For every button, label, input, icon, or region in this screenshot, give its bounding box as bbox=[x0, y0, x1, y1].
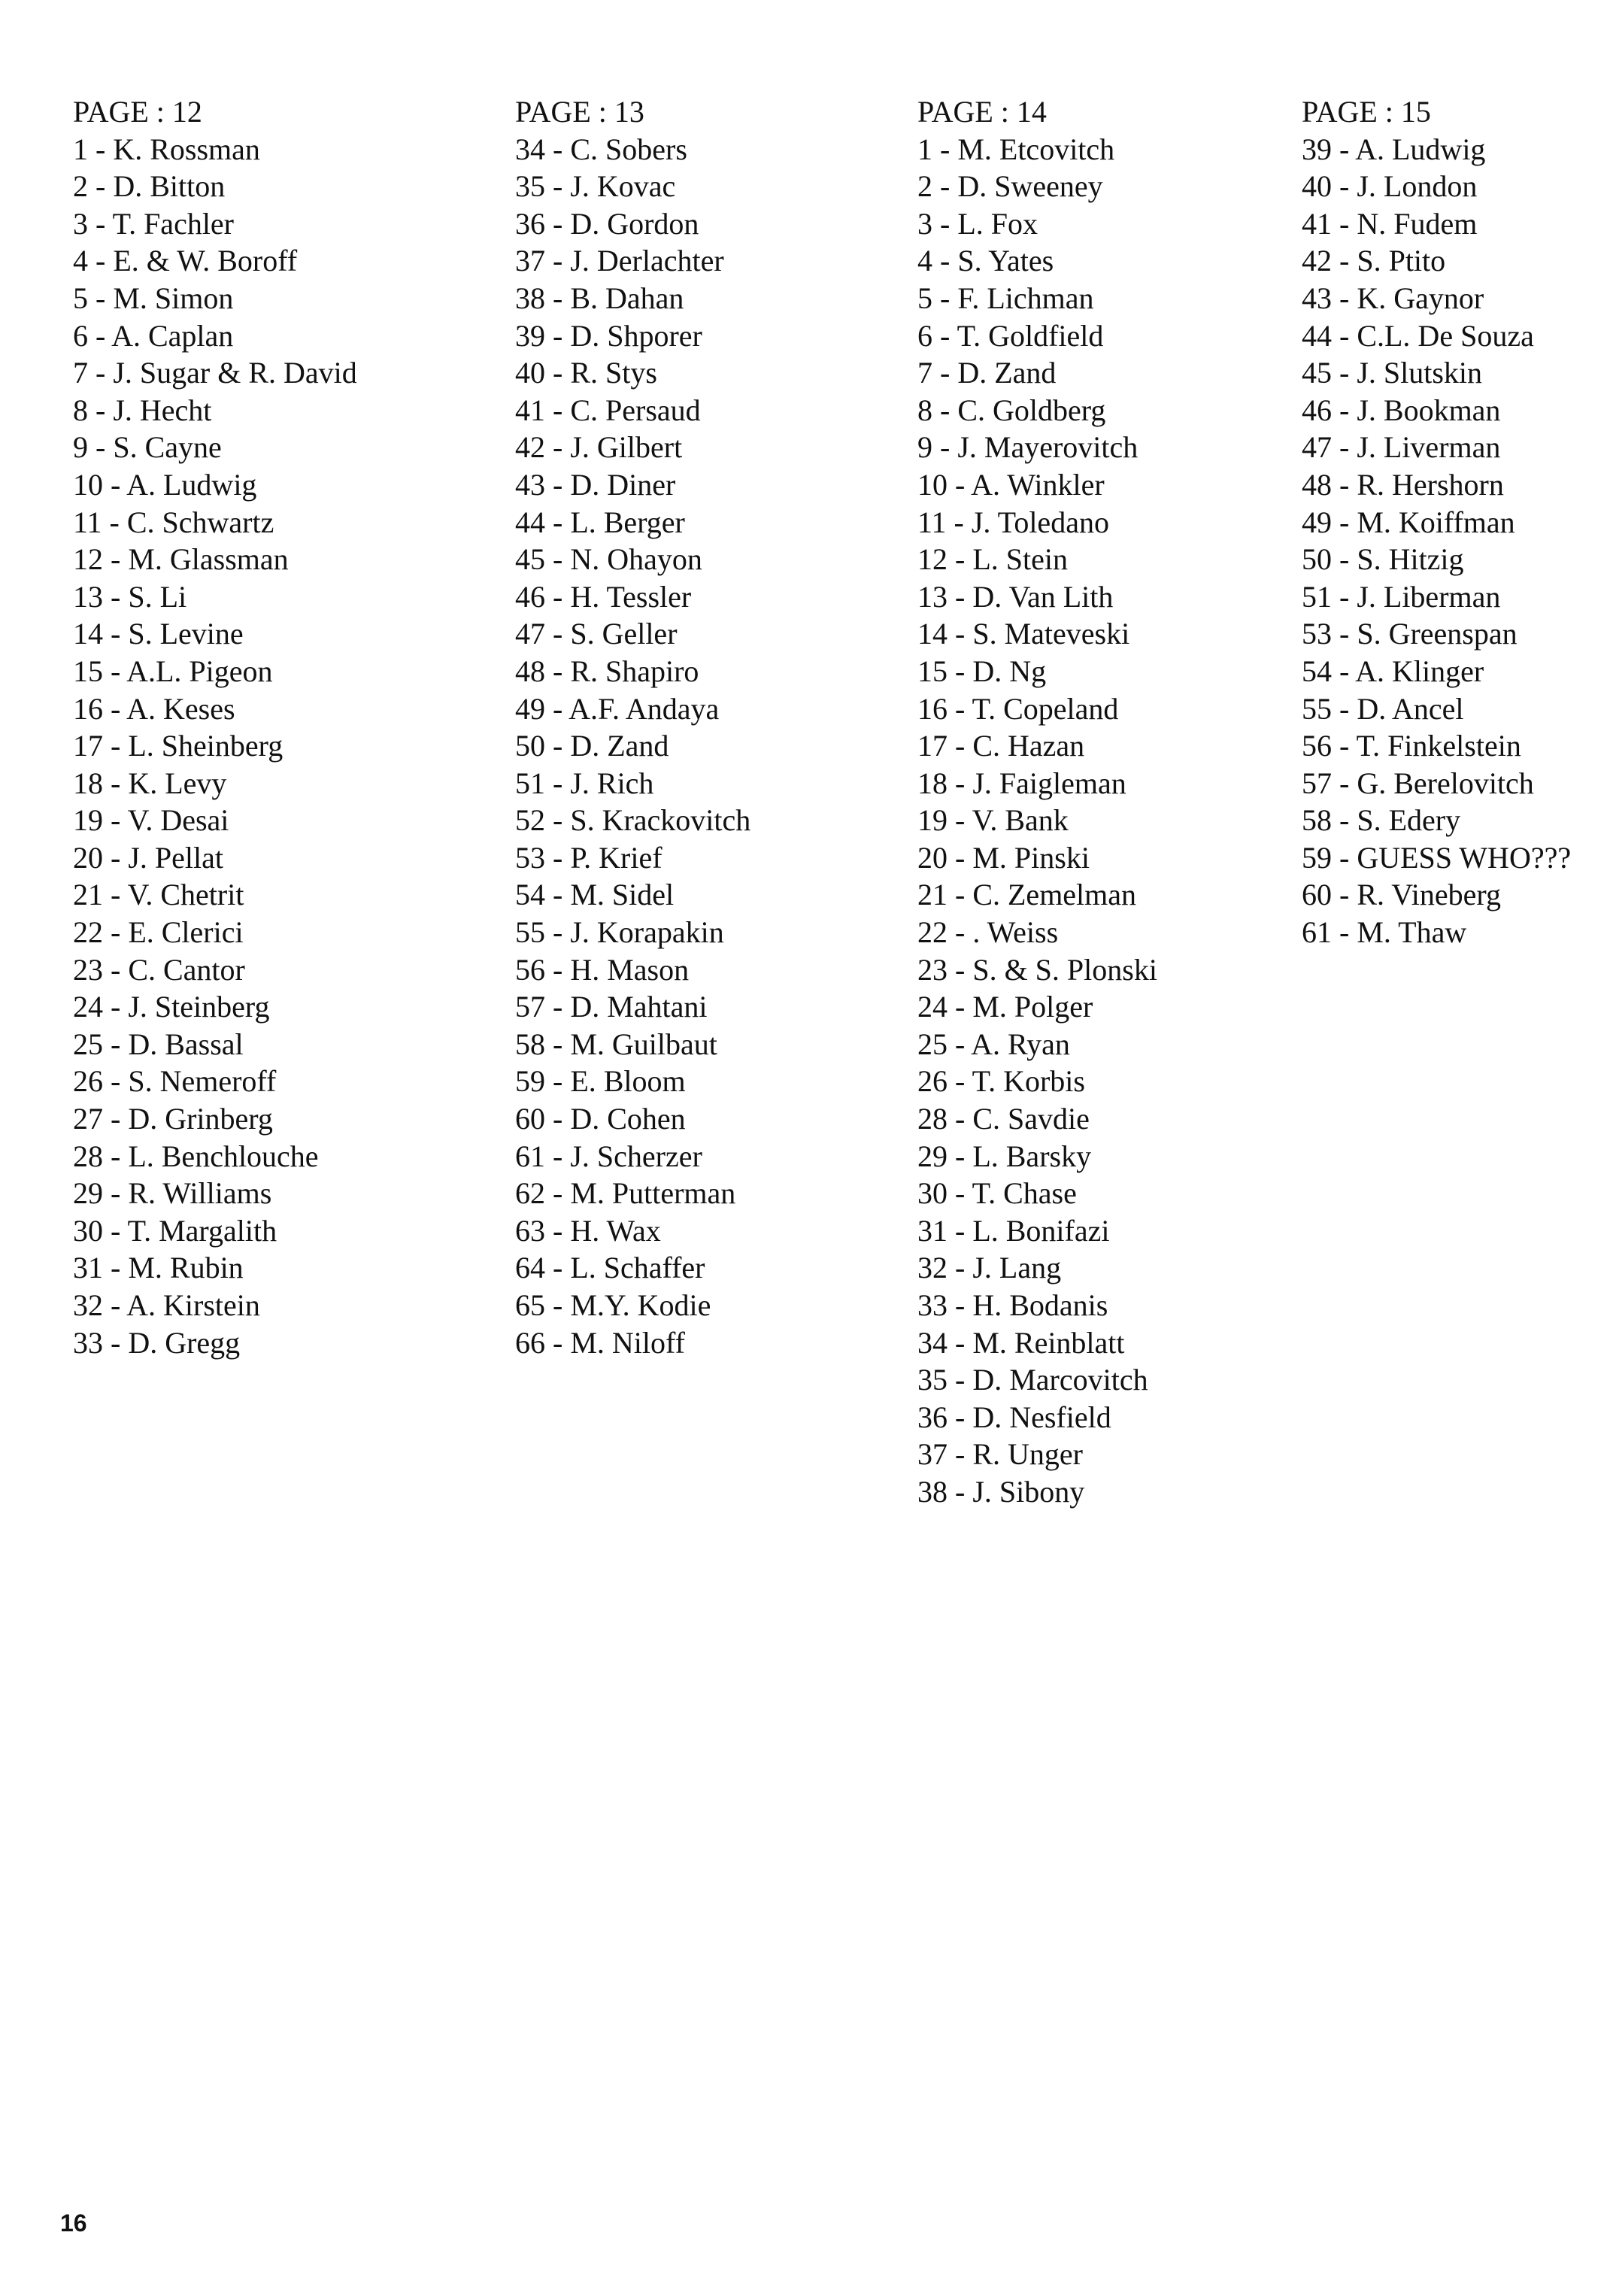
list-item: 61 - M. Thaw bbox=[1302, 915, 1467, 950]
list-item: 49 - A.F. Andaya bbox=[515, 691, 720, 726]
list-item: 35 - J. Kovac bbox=[515, 169, 676, 204]
list-item: 17 - C. Hazan bbox=[917, 729, 1085, 763]
list-item: 43 - K. Gaynor bbox=[1302, 281, 1484, 315]
list-item: 28 - C. Savdie bbox=[917, 1102, 1090, 1136]
list-item: 7 - J. Sugar & R. David bbox=[73, 356, 357, 390]
page-heading: PAGE : 15 bbox=[1302, 95, 1431, 129]
list-item: 48 - R. Hershorn bbox=[1302, 467, 1504, 502]
list-item: 5 - F. Lichman bbox=[917, 281, 1094, 315]
list-item: 40 - R. Stys bbox=[515, 356, 657, 390]
list-item: 60 - R. Vineberg bbox=[1302, 878, 1501, 912]
list-item: 19 - V. Desai bbox=[73, 803, 229, 838]
list-item: 18 - K. Levy bbox=[73, 766, 227, 800]
list-item: 11 - C. Schwartz bbox=[73, 505, 274, 539]
list-item: 49 - M. Koiffman bbox=[1302, 505, 1515, 539]
list-item: 40 - J. London bbox=[1302, 169, 1478, 204]
list-item: 59 - E. Bloom bbox=[515, 1064, 686, 1099]
list-item: 57 - G. Berelovitch bbox=[1302, 766, 1534, 800]
list-item: 32 - A. Kirstein bbox=[73, 1288, 260, 1322]
list-item: 6 - A. Caplan bbox=[73, 318, 234, 353]
list-item: 46 - J. Bookman bbox=[1302, 393, 1501, 427]
page-heading: PAGE : 13 bbox=[515, 95, 644, 129]
list-item: 27 - D. Grinberg bbox=[73, 1102, 273, 1136]
list-item: 38 - B. Dahan bbox=[515, 281, 684, 315]
list-item: 55 - J. Korapakin bbox=[515, 915, 724, 950]
photo-index-column-page-13 bbox=[515, 93, 750, 1361]
list-item: 57 - D. Mahtani bbox=[515, 990, 708, 1024]
list-item: 16 - A. Keses bbox=[73, 691, 235, 726]
list-item: 54 - M. Sidel bbox=[515, 878, 675, 912]
list-item: 58 - M. Guilbaut bbox=[515, 1027, 717, 1061]
list-item: 24 - J. Steinberg bbox=[73, 990, 270, 1024]
list-item: 8 - C. Goldberg bbox=[917, 393, 1106, 427]
list-item: 22 - . Weiss bbox=[917, 915, 1059, 950]
list-item: 3 - L. Fox bbox=[917, 206, 1038, 241]
list-item: 32 - J. Lang bbox=[917, 1251, 1062, 1285]
list-item: 12 - L. Stein bbox=[917, 542, 1068, 577]
page-number: 16 bbox=[60, 2210, 87, 2237]
list-item: 15 - A.L. Pigeon bbox=[73, 654, 273, 688]
list-item: 19 - V. Bank bbox=[917, 803, 1069, 838]
list-item: 55 - D. Ancel bbox=[1302, 691, 1464, 726]
list-item: 21 - V. Chetrit bbox=[73, 878, 244, 912]
list-item: 44 - C.L. De Souza bbox=[1302, 318, 1534, 353]
list-item: 30 - T. Margalith bbox=[73, 1213, 277, 1248]
list-item: 10 - A. Ludwig bbox=[73, 467, 257, 502]
list-item: 34 - C. Sobers bbox=[515, 132, 687, 166]
list-item: 15 - D. Ng bbox=[917, 654, 1047, 688]
list-item: 8 - J. Hecht bbox=[73, 393, 212, 427]
list-item: 36 - D. Nesfield bbox=[917, 1400, 1111, 1434]
list-item: 45 - N. Ohayon bbox=[515, 542, 702, 577]
list-item: 65 - M.Y. Kodie bbox=[515, 1288, 711, 1322]
list-item: 29 - L. Barsky bbox=[917, 1139, 1092, 1173]
list-item: 51 - J. Rich bbox=[515, 766, 654, 800]
photo-index-column-page-12 bbox=[73, 93, 357, 1361]
list-item: 25 - A. Ryan bbox=[917, 1027, 1070, 1061]
list-item: 4 - E. & W. Boroff bbox=[73, 244, 298, 278]
list-item: 11 - J. Toledano bbox=[917, 505, 1109, 539]
list-item: 31 - L. Bonifazi bbox=[917, 1213, 1110, 1248]
list-item: 54 - A. Klinger bbox=[1302, 654, 1484, 688]
list-item: 62 - M. Putterman bbox=[515, 1176, 736, 1211]
entry-list bbox=[73, 131, 357, 1362]
list-item: 21 - C. Zemelman bbox=[917, 878, 1137, 912]
list-item: 42 - S. Ptito bbox=[1302, 244, 1446, 278]
list-item: 26 - T. Korbis bbox=[917, 1064, 1085, 1099]
entry-list bbox=[917, 131, 1157, 1511]
list-item: 14 - S. Levine bbox=[73, 617, 244, 651]
list-item: 48 - R. Shapiro bbox=[515, 654, 699, 688]
list-item: 14 - S. Mateveski bbox=[917, 617, 1130, 651]
list-item: 22 - E. Clerici bbox=[73, 915, 244, 950]
photo-index-column-page-14 bbox=[917, 93, 1157, 1511]
list-item: 2 - D. Sweeney bbox=[917, 169, 1103, 204]
list-item: 66 - M. Niloff bbox=[515, 1325, 685, 1360]
list-item: 2 - D. Bitton bbox=[73, 169, 226, 204]
list-item: 39 - D. Shporer bbox=[515, 318, 702, 353]
list-item: 63 - H. Wax bbox=[515, 1213, 661, 1248]
list-item: 47 - J. Liverman bbox=[1302, 430, 1501, 465]
list-item: 36 - D. Gordon bbox=[515, 206, 699, 241]
list-item: 25 - D. Bassal bbox=[73, 1027, 244, 1061]
list-item: 12 - M. Glassman bbox=[73, 542, 289, 577]
entry-list bbox=[515, 131, 750, 1362]
list-item: 30 - T. Chase bbox=[917, 1176, 1077, 1211]
list-item: 3 - T. Fachler bbox=[73, 206, 235, 241]
list-item: 23 - C. Cantor bbox=[73, 952, 245, 987]
list-item: 56 - T. Finkelstein bbox=[1302, 729, 1521, 763]
list-item: 39 - A. Ludwig bbox=[1302, 132, 1486, 166]
list-item: 53 - S. Greenspan bbox=[1302, 617, 1518, 651]
list-item: 18 - J. Faigleman bbox=[917, 766, 1126, 800]
list-item: 37 - R. Unger bbox=[917, 1437, 1083, 1472]
list-item: 60 - D. Cohen bbox=[515, 1102, 686, 1136]
list-item: 31 - M. Rubin bbox=[73, 1251, 244, 1285]
list-item: 26 - S. Nemeroff bbox=[73, 1064, 277, 1099]
list-item: 47 - S. Geller bbox=[515, 617, 678, 651]
list-item: 51 - J. Liberman bbox=[1302, 579, 1501, 614]
list-item: 20 - J. Pellat bbox=[73, 840, 223, 875]
list-item: 24 - M. Polger bbox=[917, 990, 1093, 1024]
list-item: 7 - D. Zand bbox=[917, 356, 1057, 390]
list-item: 17 - L. Sheinberg bbox=[73, 729, 283, 763]
list-item: 37 - J. Derlachter bbox=[515, 244, 724, 278]
photo-index-column-page-15 bbox=[1302, 93, 1571, 951]
list-item: 23 - S. & S. Plonski bbox=[917, 952, 1157, 987]
list-item: 6 - T. Goldfield bbox=[917, 318, 1104, 353]
list-item: 20 - M. Pinski bbox=[917, 840, 1090, 875]
list-item: 41 - C. Persaud bbox=[515, 393, 701, 427]
list-item: 61 - J. Scherzer bbox=[515, 1139, 702, 1173]
entry-list bbox=[1302, 131, 1571, 951]
page-heading: PAGE : 12 bbox=[73, 95, 202, 129]
list-item: 5 - M. Simon bbox=[73, 281, 234, 315]
list-item: 44 - L. Berger bbox=[515, 505, 685, 539]
list-item: 9 - S. Cayne bbox=[73, 430, 222, 465]
list-item: 38 - J. Sibony bbox=[917, 1474, 1085, 1509]
list-item: 42 - J. Gilbert bbox=[515, 430, 683, 465]
list-item: 43 - D. Diner bbox=[515, 467, 676, 502]
list-item: 13 - D. Van Lith bbox=[917, 579, 1114, 614]
list-item: 13 - S. Li bbox=[73, 579, 187, 614]
list-item: 35 - D. Marcovitch bbox=[917, 1363, 1148, 1397]
list-item: 64 - L. Schaffer bbox=[515, 1251, 705, 1285]
list-item: 29 - R. Williams bbox=[73, 1176, 272, 1211]
list-item: 53 - P. Krief bbox=[515, 840, 662, 875]
list-item: 1 - M. Etcovitch bbox=[917, 132, 1115, 166]
list-item: 46 - H. Tessler bbox=[515, 579, 692, 614]
list-item: 58 - S. Edery bbox=[1302, 803, 1461, 838]
list-item: 1 - K. Rossman bbox=[73, 132, 260, 166]
list-item: 52 - S. Krackovitch bbox=[515, 803, 751, 838]
list-item: 33 - D. Gregg bbox=[73, 1325, 241, 1360]
list-item: 45 - J. Slutskin bbox=[1302, 356, 1483, 390]
list-item: 50 - D. Zand bbox=[515, 729, 669, 763]
list-item: 28 - L. Benchlouche bbox=[73, 1139, 319, 1173]
list-item: 59 - GUESS WHO??? bbox=[1302, 840, 1572, 875]
list-item: 41 - N. Fudem bbox=[1302, 206, 1478, 241]
list-item: 9 - J. Mayerovitch bbox=[917, 430, 1139, 465]
list-item: 34 - M. Reinblatt bbox=[917, 1325, 1125, 1360]
list-item: 10 - A. Winkler bbox=[917, 467, 1105, 502]
list-item: 16 - T. Copeland bbox=[917, 691, 1119, 726]
list-item: 56 - H. Mason bbox=[515, 952, 690, 987]
list-item: 50 - S. Hitzig bbox=[1302, 542, 1464, 577]
list-item: 4 - S. Yates bbox=[917, 244, 1054, 278]
list-item: 33 - H. Bodanis bbox=[917, 1288, 1108, 1322]
page-heading: PAGE : 14 bbox=[917, 95, 1047, 129]
